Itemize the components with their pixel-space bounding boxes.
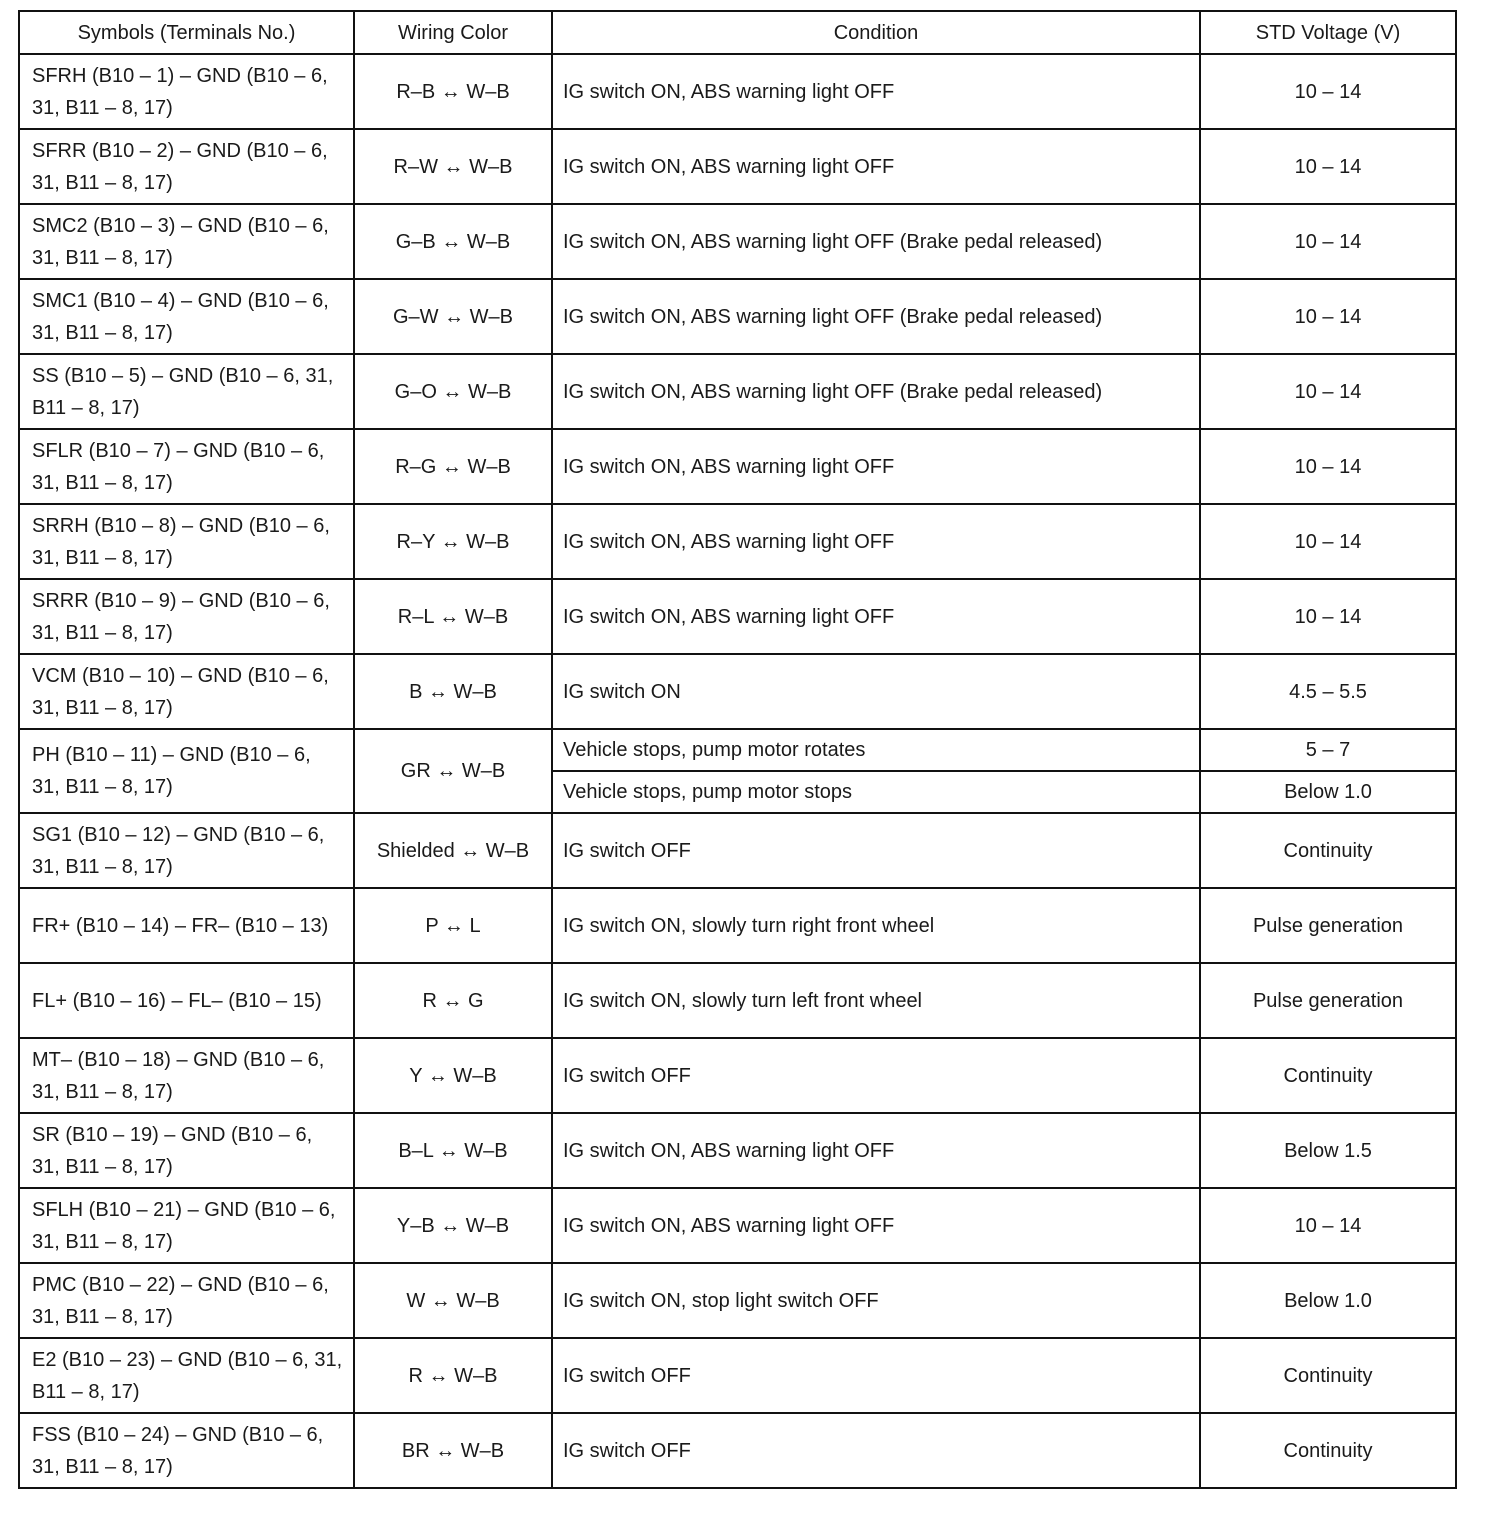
condition-cell: IG switch ON, ABS warning light OFF bbox=[552, 1113, 1200, 1188]
condition-cell: Vehicle stops, pump motor rotates bbox=[552, 729, 1200, 771]
voltage-cell: 4.5 – 5.5 bbox=[1200, 654, 1456, 729]
table-row bbox=[19, 1413, 1456, 1488]
wiring-color-cell: BR ↔ W–B bbox=[354, 1413, 552, 1488]
voltage-cell: Below 1.0 bbox=[1200, 1263, 1456, 1338]
table-row bbox=[19, 963, 1456, 1038]
voltage-cell: 10 – 14 bbox=[1200, 129, 1456, 204]
voltage-cell: 10 – 14 bbox=[1200, 354, 1456, 429]
symbol-cell: SRRH (B10 – 8) – GND (B10 – 6, 31, B11 – 8, 17) bbox=[19, 504, 354, 579]
voltage-cell: Continuity bbox=[1200, 1413, 1456, 1488]
voltage-cell: 10 – 14 bbox=[1200, 504, 1456, 579]
wiring-color-cell: Y–B ↔ W–B bbox=[354, 1188, 552, 1263]
condition-cell: IG switch OFF bbox=[552, 1038, 1200, 1113]
header-symbols: Symbols (Terminals No.) bbox=[19, 11, 354, 54]
condition-cell: IG switch ON, slowly turn left front wheel bbox=[552, 963, 1200, 1038]
symbol-cell: SFLH (B10 – 21) – GND (B10 – 6, 31, B11 – 8, 17) bbox=[19, 1188, 354, 1263]
wiring-color-cell: R–Y ↔ W–B bbox=[354, 504, 552, 579]
condition-cell: IG switch ON, ABS warning light OFF (Brake pedal released) bbox=[552, 204, 1200, 279]
symbol-cell: FL+ (B10 – 16) – FL– (B10 – 15) bbox=[19, 963, 354, 1038]
condition-cell: IG switch ON, ABS warning light OFF bbox=[552, 429, 1200, 504]
voltage-cell: Continuity bbox=[1200, 1338, 1456, 1413]
voltage-cell: Continuity bbox=[1200, 1038, 1456, 1113]
symbol-cell: SFRH (B10 – 1) – GND (B10 – 6, 31, B11 – 8, 17) bbox=[19, 54, 354, 129]
voltage-cell: Below 1.5 bbox=[1200, 1113, 1456, 1188]
wiring-color-cell: B–L ↔ W–B bbox=[354, 1113, 552, 1188]
terminal-inspection-table bbox=[18, 10, 1457, 1489]
wiring-color-cell: G–O ↔ W–B bbox=[354, 354, 552, 429]
voltage-cell: 10 – 14 bbox=[1200, 279, 1456, 354]
table-body bbox=[19, 54, 1456, 1488]
wiring-color-cell: P ↔ L bbox=[354, 888, 552, 963]
voltage-cell: Below 1.0 bbox=[1200, 771, 1456, 813]
table-row bbox=[19, 579, 1456, 654]
voltage-cell: 10 – 14 bbox=[1200, 204, 1456, 279]
symbol-cell: SFRR (B10 – 2) – GND (B10 – 6, 31, B11 – 8, 17) bbox=[19, 129, 354, 204]
table-row bbox=[19, 1338, 1456, 1413]
wiring-color-cell: GR ↔ W–B bbox=[354, 729, 552, 813]
condition-cell: IG switch ON bbox=[552, 654, 1200, 729]
header-condition: Condition bbox=[552, 11, 1200, 54]
table-row bbox=[19, 1188, 1456, 1263]
table-row bbox=[19, 1263, 1456, 1338]
table-row bbox=[19, 1038, 1456, 1113]
table-row bbox=[19, 429, 1456, 504]
wiring-color-cell: R–B ↔ W–B bbox=[354, 54, 552, 129]
wiring-color-cell: Y ↔ W–B bbox=[354, 1038, 552, 1113]
condition-cell: IG switch ON, ABS warning light OFF bbox=[552, 54, 1200, 129]
table-row bbox=[19, 813, 1456, 888]
voltage-cell: 10 – 14 bbox=[1200, 429, 1456, 504]
table-row bbox=[19, 1113, 1456, 1188]
wiring-color-cell: R–L ↔ W–B bbox=[354, 579, 552, 654]
symbol-cell: SFLR (B10 – 7) – GND (B10 – 6, 31, B11 – 8, 17) bbox=[19, 429, 354, 504]
condition-cell: IG switch ON, ABS warning light OFF (Brake pedal released) bbox=[552, 279, 1200, 354]
wiring-color-cell: W ↔ W–B bbox=[354, 1263, 552, 1338]
table-row bbox=[19, 504, 1456, 579]
table-row bbox=[19, 354, 1456, 429]
condition-cell: IG switch ON, stop light switch OFF bbox=[552, 1263, 1200, 1338]
symbol-cell: SG1 (B10 – 12) – GND (B10 – 6, 31, B11 – 8, 17) bbox=[19, 813, 354, 888]
condition-cell: IG switch ON, slowly turn right front wheel bbox=[552, 888, 1200, 963]
wiring-color-cell: G–B ↔ W–B bbox=[354, 204, 552, 279]
symbol-cell: FSS (B10 – 24) – GND (B10 – 6, 31, B11 – 8, 17) bbox=[19, 1413, 354, 1488]
table-row bbox=[19, 204, 1456, 279]
wiring-color-cell: G–W ↔ W–B bbox=[354, 279, 552, 354]
wiring-color-cell: R ↔ G bbox=[354, 963, 552, 1038]
symbol-cell: VCM (B10 – 10) – GND (B10 – 6, 31, B11 – 8, 17) bbox=[19, 654, 354, 729]
voltage-cell: 10 – 14 bbox=[1200, 54, 1456, 129]
voltage-cell: 10 – 14 bbox=[1200, 579, 1456, 654]
symbol-cell: E2 (B10 – 23) – GND (B10 – 6, 31, B11 – 8, 17) bbox=[19, 1338, 354, 1413]
symbol-cell: SR (B10 – 19) – GND (B10 – 6, 31, B11 – 8, 17) bbox=[19, 1113, 354, 1188]
symbol-cell: MT– (B10 – 18) – GND (B10 – 6, 31, B11 – 8, 17) bbox=[19, 1038, 354, 1113]
voltage-cell: 10 – 14 bbox=[1200, 1188, 1456, 1263]
wiring-color-cell: Shielded ↔ W–B bbox=[354, 813, 552, 888]
table-row bbox=[19, 279, 1456, 354]
condition-cell: IG switch OFF bbox=[552, 1413, 1200, 1488]
voltage-cell: Continuity bbox=[1200, 813, 1456, 888]
symbol-cell: PMC (B10 – 22) – GND (B10 – 6, 31, B11 – 8, 17) bbox=[19, 1263, 354, 1338]
table-row bbox=[19, 54, 1456, 129]
table-row bbox=[19, 129, 1456, 204]
table-row-ph bbox=[19, 729, 1456, 771]
condition-cell: IG switch OFF bbox=[552, 1338, 1200, 1413]
wiring-color-cell: R ↔ W–B bbox=[354, 1338, 552, 1413]
voltage-cell: 5 – 7 bbox=[1200, 729, 1456, 771]
header-std-voltage: STD Voltage (V) bbox=[1200, 11, 1456, 54]
condition-cell: IG switch ON, ABS warning light OFF (Brake pedal released) bbox=[552, 354, 1200, 429]
condition-cell: IG switch ON, ABS warning light OFF bbox=[552, 504, 1200, 579]
header-wiring-color: Wiring Color bbox=[354, 11, 552, 54]
table-row bbox=[19, 888, 1456, 963]
symbol-cell: SS (B10 – 5) – GND (B10 – 6, 31, B11 – 8, 17) bbox=[19, 354, 354, 429]
symbol-cell: PH (B10 – 11) – GND (B10 – 6, 31, B11 – 8, 17) bbox=[19, 729, 354, 813]
symbol-cell: FR+ (B10 – 14) – FR– (B10 – 13) bbox=[19, 888, 354, 963]
table-row bbox=[19, 654, 1456, 729]
condition-cell: IG switch ON, ABS warning light OFF bbox=[552, 129, 1200, 204]
symbol-cell: SRRR (B10 – 9) – GND (B10 – 6, 31, B11 – 8, 17) bbox=[19, 579, 354, 654]
symbol-cell: SMC1 (B10 – 4) – GND (B10 – 6, 31, B11 – 8, 17) bbox=[19, 279, 354, 354]
wiring-color-cell: R–G ↔ W–B bbox=[354, 429, 552, 504]
wiring-color-cell: R–W ↔ W–B bbox=[354, 129, 552, 204]
wiring-color-cell: B ↔ W–B bbox=[354, 654, 552, 729]
condition-cell: IG switch ON, ABS warning light OFF bbox=[552, 579, 1200, 654]
condition-cell: Vehicle stops, pump motor stops bbox=[552, 771, 1200, 813]
voltage-cell: Pulse generation bbox=[1200, 963, 1456, 1038]
condition-cell: IG switch ON, ABS warning light OFF bbox=[552, 1188, 1200, 1263]
voltage-cell: Pulse generation bbox=[1200, 888, 1456, 963]
symbol-cell: SMC2 (B10 – 3) – GND (B10 – 6, 31, B11 – 8, 17) bbox=[19, 204, 354, 279]
condition-cell: IG switch OFF bbox=[552, 813, 1200, 888]
header-row bbox=[19, 11, 1456, 54]
